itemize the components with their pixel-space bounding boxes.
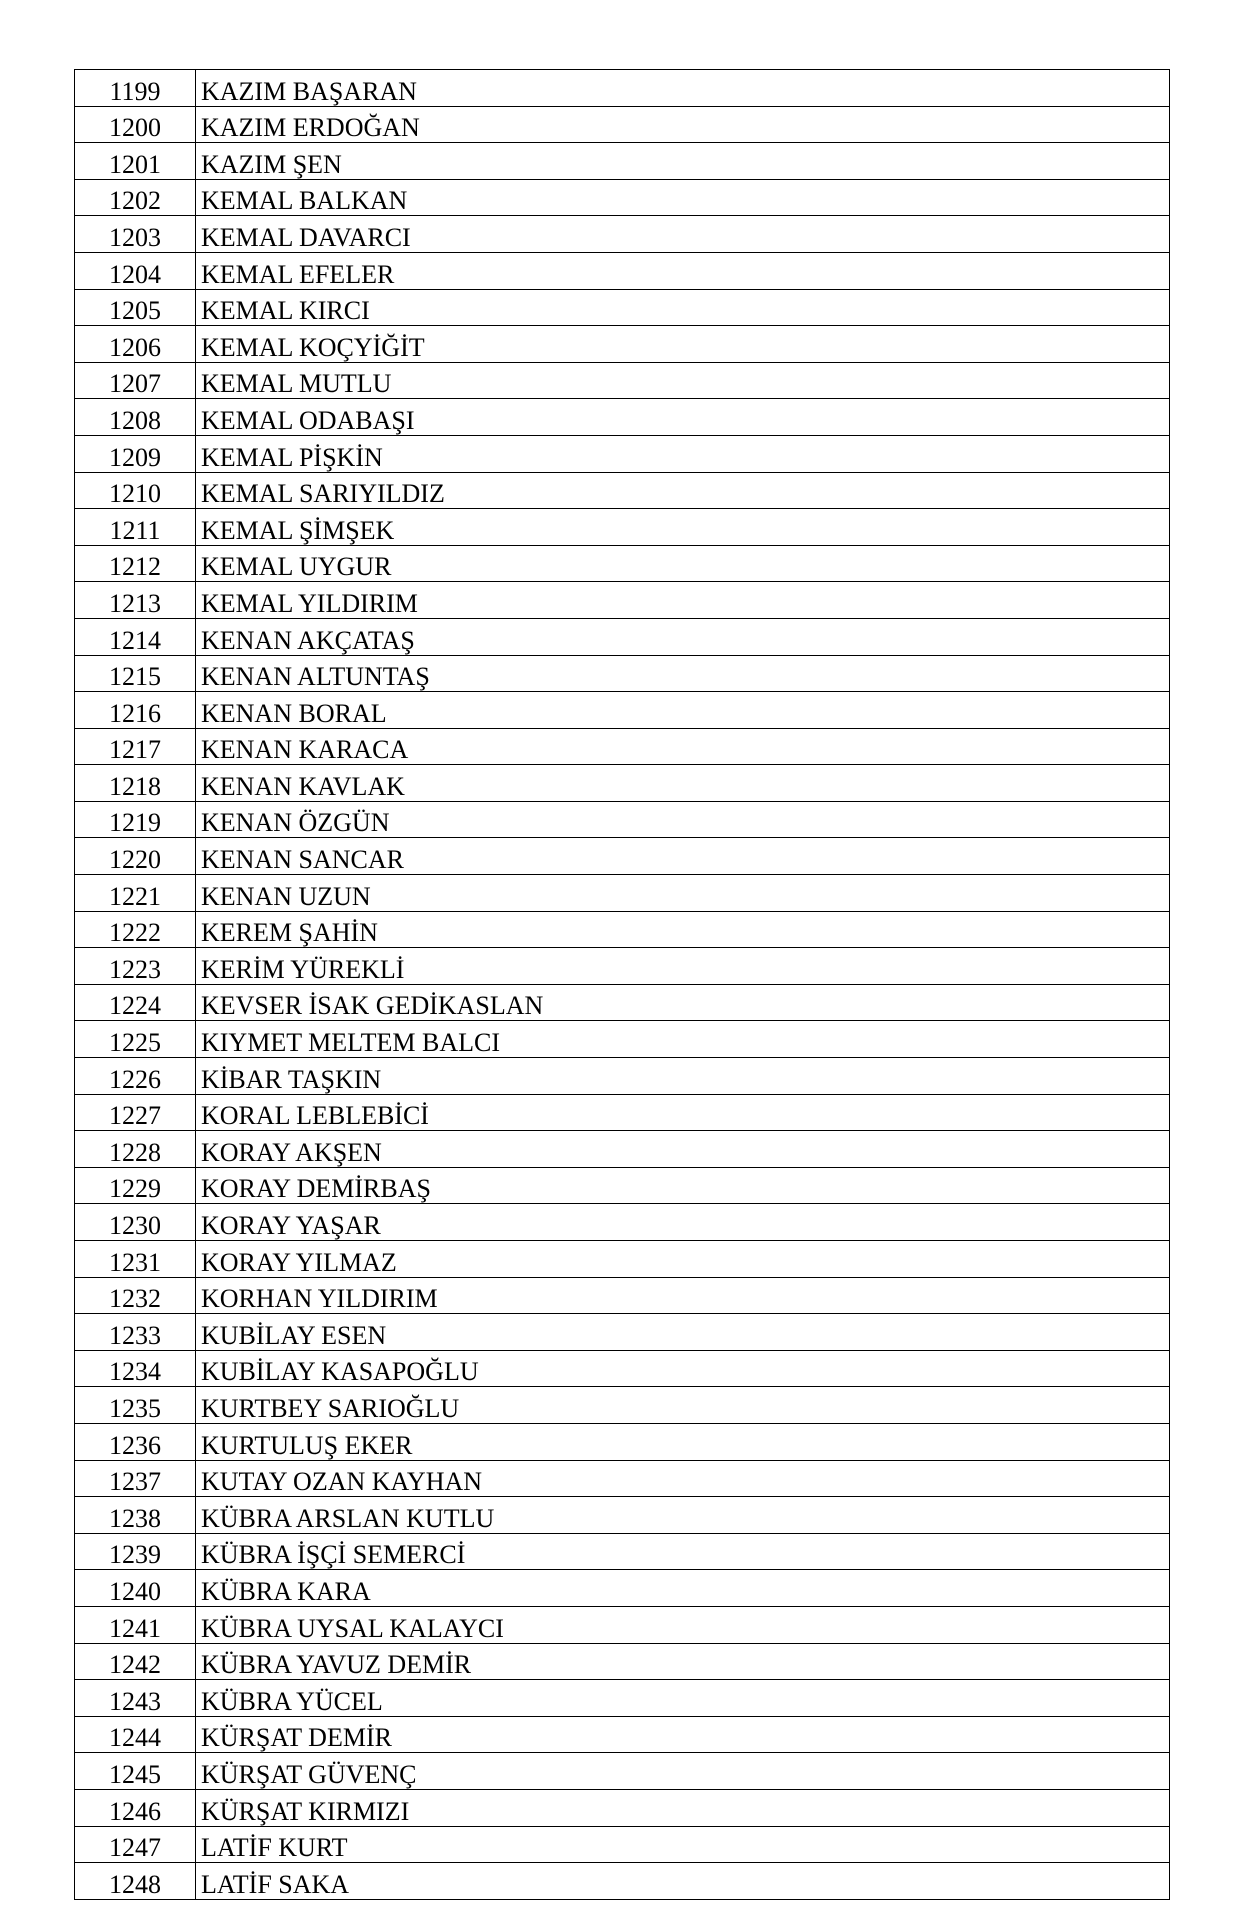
row-number-cell: 1226 — [75, 1058, 196, 1095]
person-name-cell: KÜBRA İŞÇİ SEMERCİ — [196, 1533, 1170, 1570]
person-name-cell: KURTULUŞ EKER — [196, 1423, 1170, 1460]
row-number-cell: 1208 — [75, 399, 196, 436]
person-name-cell: KÜRŞAT DEMİR — [196, 1716, 1170, 1753]
table-row — [75, 472, 1170, 509]
name-list-table — [74, 69, 1170, 1900]
table-row — [75, 1167, 1170, 1204]
row-number-cell: 1219 — [75, 801, 196, 838]
table-row — [75, 143, 1170, 180]
row-number-cell: 1237 — [75, 1460, 196, 1497]
row-number-cell: 1216 — [75, 692, 196, 729]
table-row — [75, 545, 1170, 582]
row-number-cell: 1209 — [75, 435, 196, 472]
table-row — [75, 1277, 1170, 1314]
table-row — [75, 1533, 1170, 1570]
row-number-cell: 1241 — [75, 1606, 196, 1643]
table-row — [75, 655, 1170, 692]
person-name-cell: KENAN ALTUNTAŞ — [196, 655, 1170, 692]
person-name-cell: LATİF KURT — [196, 1826, 1170, 1863]
table-row — [75, 1460, 1170, 1497]
row-number-cell: 1221 — [75, 875, 196, 912]
person-name-cell: KENAN KARACA — [196, 728, 1170, 765]
row-number-cell: 1232 — [75, 1277, 196, 1314]
row-number-cell: 1234 — [75, 1350, 196, 1387]
table-body — [75, 70, 1170, 1900]
table-row — [75, 1789, 1170, 1826]
table-row — [75, 1716, 1170, 1753]
person-name-cell: KÜRŞAT KIRMIZI — [196, 1789, 1170, 1826]
person-name-cell: KÜBRA ARSLAN KUTLU — [196, 1497, 1170, 1534]
table-row — [75, 1021, 1170, 1058]
table-row — [75, 692, 1170, 729]
person-name-cell: KAZIM ERDOĞAN — [196, 106, 1170, 143]
table-row — [75, 1423, 1170, 1460]
person-name-cell: KÜRŞAT GÜVENÇ — [196, 1753, 1170, 1790]
row-number-cell: 1228 — [75, 1131, 196, 1168]
person-name-cell: KÜBRA KARA — [196, 1570, 1170, 1607]
table-row — [75, 179, 1170, 216]
row-number-cell: 1239 — [75, 1533, 196, 1570]
person-name-cell: KAZIM BAŞARAN — [196, 70, 1170, 107]
row-number-cell: 1247 — [75, 1826, 196, 1863]
row-number-cell: 1212 — [75, 545, 196, 582]
row-number-cell: 1240 — [75, 1570, 196, 1607]
table-row — [75, 582, 1170, 619]
table-row — [75, 1863, 1170, 1900]
table-row — [75, 1387, 1170, 1424]
row-number-cell: 1242 — [75, 1643, 196, 1680]
row-number-cell: 1215 — [75, 655, 196, 692]
row-number-cell: 1225 — [75, 1021, 196, 1058]
table-row — [75, 1570, 1170, 1607]
row-number-cell: 1229 — [75, 1167, 196, 1204]
row-number-cell: 1214 — [75, 618, 196, 655]
person-name-cell: KÜBRA UYSAL KALAYCI — [196, 1606, 1170, 1643]
person-name-cell: KENAN AKÇATAŞ — [196, 618, 1170, 655]
person-name-cell: KUBİLAY ESEN — [196, 1314, 1170, 1351]
row-number-cell: 1244 — [75, 1716, 196, 1753]
row-number-cell: 1246 — [75, 1789, 196, 1826]
person-name-cell: KİBAR TAŞKIN — [196, 1058, 1170, 1095]
person-name-cell: KEMAL ŞİMŞEK — [196, 509, 1170, 546]
person-name-cell: KORAY YAŞAR — [196, 1204, 1170, 1241]
person-name-cell: KIYMET MELTEM BALCI — [196, 1021, 1170, 1058]
person-name-cell: KEMAL MUTLU — [196, 362, 1170, 399]
row-number-cell: 1201 — [75, 143, 196, 180]
person-name-cell: KENAN BORAL — [196, 692, 1170, 729]
person-name-cell: KURTBEY SARIOĞLU — [196, 1387, 1170, 1424]
table-row — [75, 1204, 1170, 1241]
person-name-cell: KORAL LEBLEBİCİ — [196, 1094, 1170, 1131]
row-number-cell: 1202 — [75, 179, 196, 216]
person-name-cell: KEMAL EFELER — [196, 252, 1170, 289]
row-number-cell: 1218 — [75, 765, 196, 802]
table-row — [75, 875, 1170, 912]
row-number-cell: 1224 — [75, 984, 196, 1021]
person-name-cell: KEMAL KOÇYİĞİT — [196, 326, 1170, 363]
person-name-cell: KEMAL KIRCI — [196, 289, 1170, 326]
person-name-cell: KENAN UZUN — [196, 875, 1170, 912]
person-name-cell: KORHAN YILDIRIM — [196, 1277, 1170, 1314]
person-name-cell: KEMAL DAVARCI — [196, 216, 1170, 253]
row-number-cell: 1203 — [75, 216, 196, 253]
person-name-cell: KEMAL BALKAN — [196, 179, 1170, 216]
row-number-cell: 1222 — [75, 911, 196, 948]
table-row — [75, 1314, 1170, 1351]
table-row — [75, 1826, 1170, 1863]
row-number-cell: 1223 — [75, 948, 196, 985]
row-number-cell: 1199 — [75, 70, 196, 107]
person-name-cell: KEMAL YILDIRIM — [196, 582, 1170, 619]
table-row — [75, 326, 1170, 363]
row-number-cell: 1231 — [75, 1241, 196, 1278]
table-row — [75, 1497, 1170, 1534]
table-row — [75, 1606, 1170, 1643]
person-name-cell: KÜBRA YÜCEL — [196, 1680, 1170, 1717]
person-name-cell: KUTAY OZAN KAYHAN — [196, 1460, 1170, 1497]
table-row — [75, 289, 1170, 326]
row-number-cell: 1206 — [75, 326, 196, 363]
row-number-cell: 1207 — [75, 362, 196, 399]
row-number-cell: 1220 — [75, 838, 196, 875]
table-row — [75, 984, 1170, 1021]
table-row — [75, 911, 1170, 948]
table-row — [75, 801, 1170, 838]
person-name-cell: KEVSER İSAK GEDİKASLAN — [196, 984, 1170, 1021]
row-number-cell: 1230 — [75, 1204, 196, 1241]
row-number-cell: 1210 — [75, 472, 196, 509]
row-number-cell: 1204 — [75, 252, 196, 289]
table-row — [75, 1643, 1170, 1680]
table-row — [75, 1241, 1170, 1278]
table-row — [75, 1094, 1170, 1131]
row-number-cell: 1211 — [75, 509, 196, 546]
table-row — [75, 618, 1170, 655]
table-row — [75, 1131, 1170, 1168]
table-row — [75, 1753, 1170, 1790]
table-row — [75, 1350, 1170, 1387]
person-name-cell: LATİF SAKA — [196, 1863, 1170, 1900]
person-name-cell: KENAN KAVLAK — [196, 765, 1170, 802]
row-number-cell: 1227 — [75, 1094, 196, 1131]
table-row — [75, 509, 1170, 546]
person-name-cell: KORAY YILMAZ — [196, 1241, 1170, 1278]
table-row — [75, 70, 1170, 107]
table-row — [75, 948, 1170, 985]
table-row — [75, 765, 1170, 802]
table-row — [75, 1058, 1170, 1095]
row-number-cell: 1243 — [75, 1680, 196, 1717]
row-number-cell: 1217 — [75, 728, 196, 765]
row-number-cell: 1245 — [75, 1753, 196, 1790]
person-name-cell: KERİM YÜREKLİ — [196, 948, 1170, 985]
row-number-cell: 1236 — [75, 1423, 196, 1460]
table-row — [75, 838, 1170, 875]
table-row — [75, 362, 1170, 399]
person-name-cell: KORAY AKŞEN — [196, 1131, 1170, 1168]
row-number-cell: 1213 — [75, 582, 196, 619]
person-name-cell: KAZIM ŞEN — [196, 143, 1170, 180]
person-name-cell: KEMAL SARIYILDIZ — [196, 472, 1170, 509]
row-number-cell: 1248 — [75, 1863, 196, 1900]
table-row — [75, 399, 1170, 436]
person-name-cell: KEMAL PİŞKİN — [196, 435, 1170, 472]
person-name-cell: KUBİLAY KASAPOĞLU — [196, 1350, 1170, 1387]
person-name-cell: KORAY DEMİRBAŞ — [196, 1167, 1170, 1204]
row-number-cell: 1233 — [75, 1314, 196, 1351]
table-row — [75, 435, 1170, 472]
row-number-cell: 1200 — [75, 106, 196, 143]
row-number-cell: 1238 — [75, 1497, 196, 1534]
table-row — [75, 216, 1170, 253]
person-name-cell: KEMAL ODABAŞI — [196, 399, 1170, 436]
person-name-cell: KENAN ÖZGÜN — [196, 801, 1170, 838]
row-number-cell: 1235 — [75, 1387, 196, 1424]
table-row — [75, 1680, 1170, 1717]
person-name-cell: KEREM ŞAHİN — [196, 911, 1170, 948]
table-row — [75, 106, 1170, 143]
person-name-cell: KENAN SANCAR — [196, 838, 1170, 875]
table-row — [75, 252, 1170, 289]
table-row — [75, 728, 1170, 765]
row-number-cell: 1205 — [75, 289, 196, 326]
person-name-cell: KÜBRA YAVUZ DEMİR — [196, 1643, 1170, 1680]
person-name-cell: KEMAL UYGUR — [196, 545, 1170, 582]
